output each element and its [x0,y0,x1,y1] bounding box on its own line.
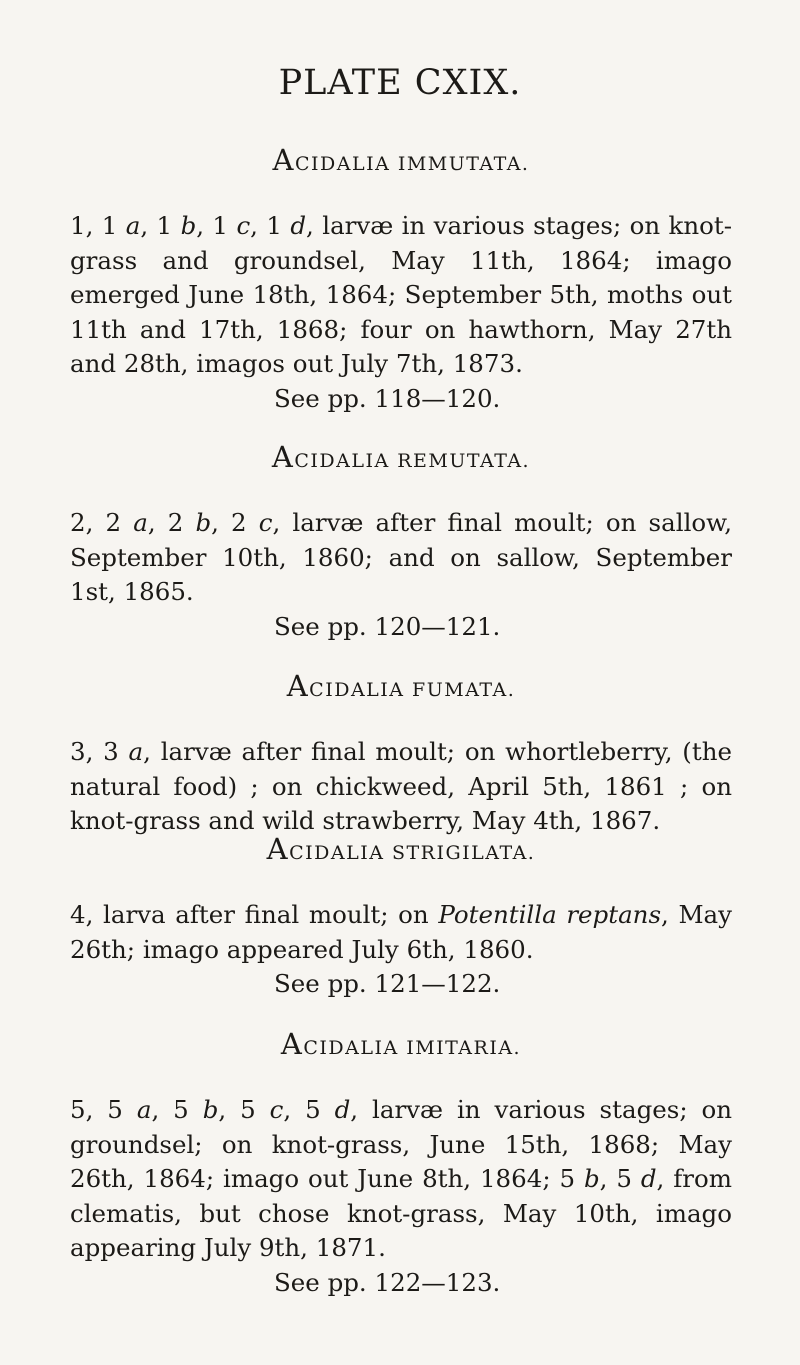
species-heading [70,1027,732,1061]
heading-initial: A [286,669,310,703]
species-section-remutata [70,440,733,644]
species-description: 4, larva after final moult; on Potentilla reptans, May 26th; imago appeared July 6th, 1860. [70,900,732,964]
species-section-fumata [70,669,732,839]
species-heading [70,669,732,703]
heading-initial: A [272,143,295,177]
species-description: 3, 3 a, larvæ after final moult; on whortleberry, (the natural food) ; on chickweed, April 5th, 1861 ; on knot-grass and wild strawberry, May 4th, 1867. [70,737,732,836]
species-description: 1, 1 a, 1 b, 1 c, 1 d, larvæ in various stages; on knot-grass and groundsel, May 11th, 1864; imago emerged June 18th, 1864; September 5th, moths out 11th and 17th, 1868; four on hawthorn, May 27th and 28th, imagos out July 7th, 1873. [70,211,733,379]
page-reference: See pp. 120—121. [274,611,501,641]
heading-initial: A [280,1027,304,1061]
page-reference: See pp. 118—120. [274,383,501,413]
species-section-imitaria [70,1027,733,1301]
heading-rest: CIDALIA STRIGILATA. [289,842,536,864]
species-section-immutata [70,143,733,417]
heading-rest: CIDALIA IMMUTATA. [294,153,530,175]
species-heading [70,440,732,474]
heading-initial: A [271,440,295,474]
heading-rest: CIDALIA IMITARIA. [303,1037,522,1059]
species-description: 2, 2 a, 2 b, 2 c, larvæ after final moult; on sallow, September 10th, 1860; and on sallow, September 1st, 1865. [70,508,733,607]
page-reference: See pp. 122—123. [274,1267,501,1297]
species-description: 5, 5 a, 5 b, 5 c, 5 d, larvæ in various stages; on groundsel; on knot-grass, June 15th, 1868; May 26th, 1864; imago out June 8th, 1864; 5 b, 5 d, from clematis, but chose knot-grass, May 10th, imago appearing July 9th, 1871. [70,1095,733,1263]
heading-rest: CIDALIA REMUTATA. [294,450,531,472]
page-reference: See pp. 121—122. [274,969,501,999]
species-section-strigilata [70,832,732,1002]
species-heading [70,832,732,866]
species-heading [70,143,732,177]
heading-initial: A [266,832,290,866]
heading-rest: CIDALIA FUMATA. [309,679,516,701]
plate-title: PLATE CXIX. [278,63,522,103]
